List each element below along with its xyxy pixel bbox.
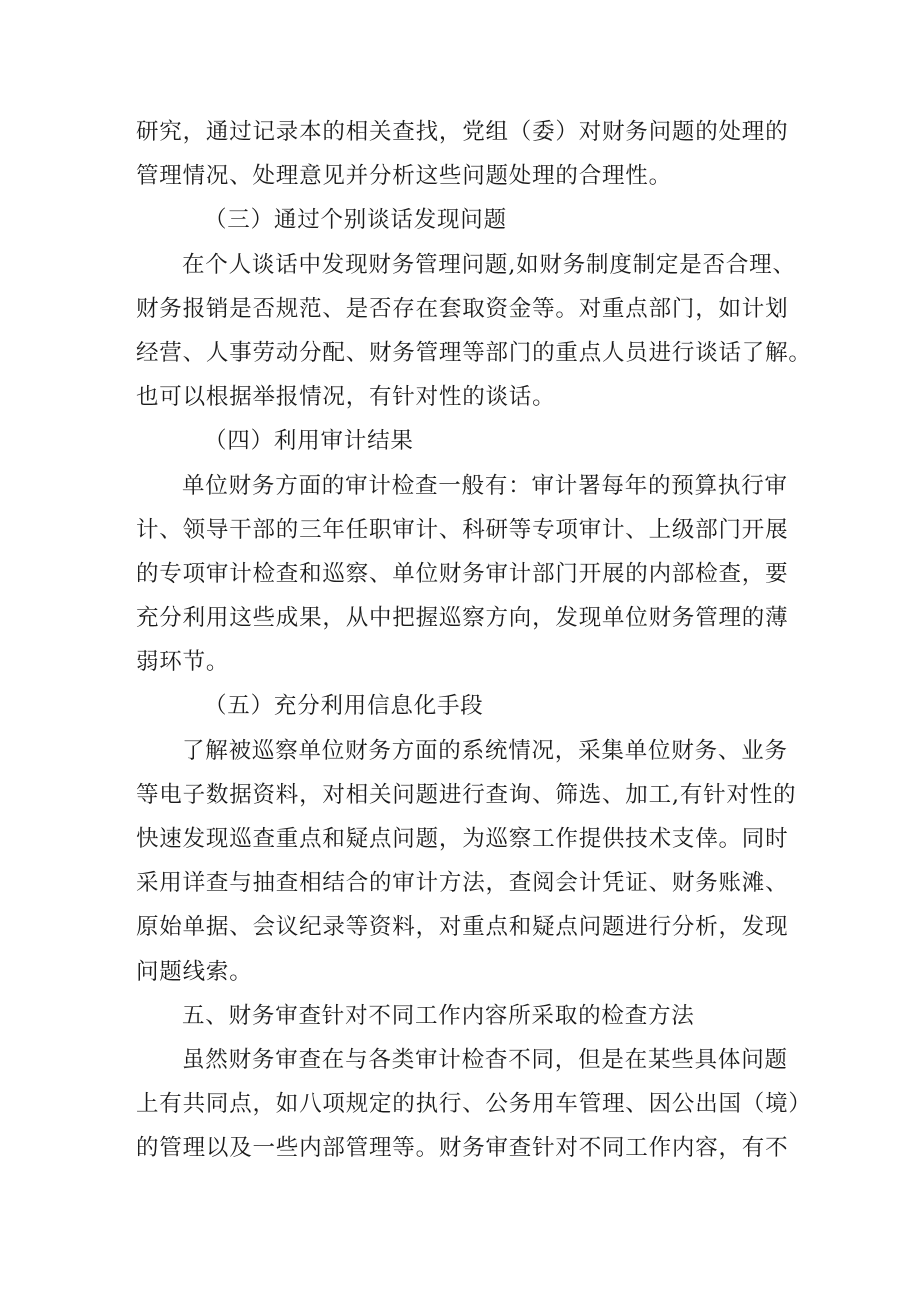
text-line: 等电子数据资料，对相关问题进行查询、筛选、加工,有针对性的 <box>136 781 797 808</box>
text-line: 上有共同点，如八项规定的执行、公务用车管理、因公出国（境） <box>136 1091 812 1118</box>
text-line: 的专项审计检查和巡察、单位财务审计部门开展的内部检查，要 <box>136 560 789 587</box>
text-line: 的管理以及一些内部管理等。财务审查针对不同工作内容，有不 <box>136 1135 789 1162</box>
chapter-heading: 五、财务审查针对不同工作内容所采取的检查方法 <box>182 1002 695 1029</box>
section-heading: （五）充分利用信息化手段 <box>204 693 484 720</box>
paragraph-first-line: 在个人谈话中发现财务管理问题,如财务制度制定是否合理、 <box>182 251 796 278</box>
text-line: 财务报销是否规范、是否存在套取资金等。对重点部门，如计划 <box>136 295 789 322</box>
text-line: 快速发现巡查重点和疑点问题，为巡察工作提供技术支倖。同时 <box>136 826 789 852</box>
text-line: 原始单据、会议纪录等资料，对重点和疑点问题进行分析，发现 <box>136 914 789 941</box>
document-body <box>136 110 812 1171</box>
paragraph-first-line: 了解被巡察单位财务方面的系统情况，采集单位财务、业务 <box>182 737 788 764</box>
text-line: 计、领导干部的三年任职审计、科研等专项审计、上级部门开展 <box>136 516 789 543</box>
section-heading: （四）利用审计结果 <box>204 428 414 455</box>
text-line: 经营、人事劳动分配、财务管理等部门的重点人员进行谈话了解。 <box>136 339 812 366</box>
paragraph-first-line: 虽然财务审查在与各类审计检杳不同，但是在某些具体问题 <box>182 1046 788 1073</box>
text-line: 采用详查与抽查相结合的审计方法，查阅会计凭证、财务账滩、 <box>136 870 789 897</box>
text-line: 问题线索。 <box>136 958 253 985</box>
text-line: 充分利用这些成果，从中把握巡察方向，发现单位财务管理的薄 <box>136 605 789 632</box>
text-line: 也可以根据举报情况，有针对性的谈话。 <box>136 384 556 411</box>
text-line: 研究，通过记录本的相关查找，党组（委）对财务问题的处理的 <box>136 119 789 145</box>
text-line: 管理情况、处理意见并分析这些问题处理的合理性。 <box>136 163 672 190</box>
section-heading: （三）通过个别谈话发现问题 <box>204 207 507 234</box>
paragraph-first-line: 单位财务方面的审计检查一般有：审计署每年的预算执行审 <box>182 472 788 499</box>
text-line: 弱环节。 <box>136 649 230 676</box>
